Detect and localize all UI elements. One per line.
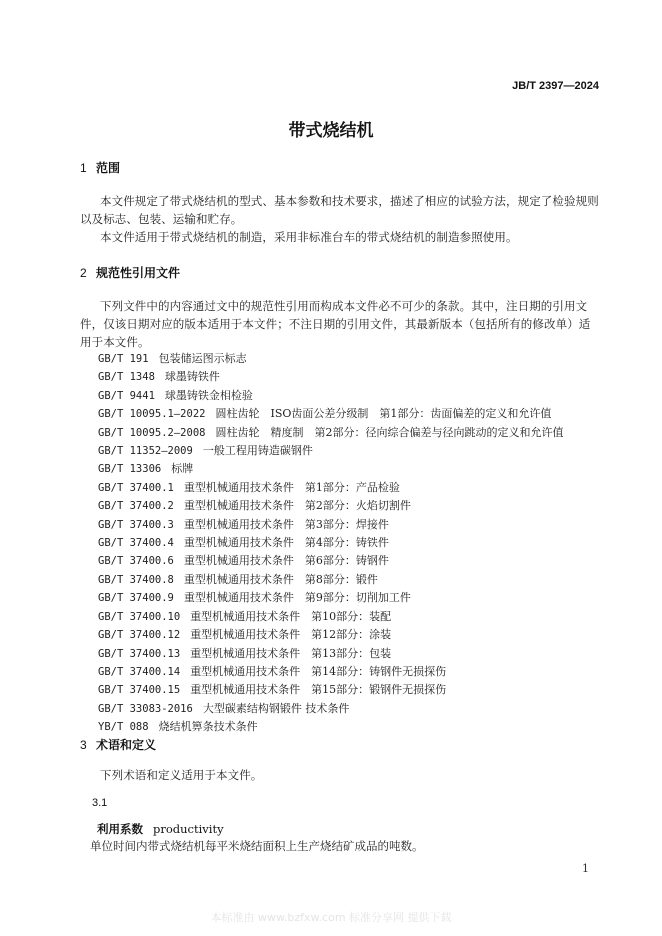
reference-item (98, 552, 563, 570)
section-title: 术语和定义 (96, 738, 157, 752)
reference-code: GB/T 10095.2—2008 (98, 426, 206, 439)
reference-title: 重型机械通用技术条件 第4部分：铸铁件 (183, 536, 389, 550)
reference-item (98, 718, 563, 736)
reference-code: GB/T 37400.9 (98, 592, 174, 605)
reference-title: 包装储运图示标志 (158, 352, 247, 365)
reference-code: GB/T 37400.6 (98, 555, 174, 568)
reference-title: 烧结机箅条技术条件 (158, 720, 258, 734)
reference-code: GB/T 10095.1—2022 (98, 408, 206, 421)
reference-item (98, 516, 563, 534)
section-number: 1 (80, 161, 87, 175)
reference-title: 大型碳素结构钢锻件 技术条件 (202, 701, 350, 715)
reference-title: 重型机械通用技术条件 第12部分：涂装 (190, 628, 392, 642)
reference-item (98, 387, 563, 405)
section-number: 2 (80, 266, 87, 280)
reference-item (98, 460, 563, 478)
scope-paragraph-1: 本文件规定了带式烧结机的型式、基本参数和技术要求，描述了相应的试验方法，规定了检验规则以及标志、包装、运输和贮存。 (80, 194, 599, 226)
document-title: 带式烧结机 (288, 121, 374, 141)
reference-item (98, 424, 563, 442)
reference-title: 标牌 (171, 462, 194, 476)
reference-item (98, 700, 563, 718)
reference-item (98, 571, 563, 589)
reference-title: 圆柱齿轮 ISO齿面公差分级制 第1部分：齿面偏差的定义和允许值 (215, 407, 552, 421)
section-heading-1 (80, 159, 120, 176)
reference-code: GB/T 37400.4 (98, 537, 174, 550)
standard-code: JB/T 2397—2024 (512, 80, 599, 92)
reference-code: GB/T 9441 (98, 389, 155, 402)
reference-item (98, 626, 563, 644)
reference-code: GB/T 37400.15 (98, 684, 181, 697)
reference-item (98, 645, 563, 663)
reference-item (98, 350, 563, 368)
reference-code: YB/T 088 (98, 721, 149, 734)
reference-title: 重型机械通用技术条件 第10部分：装配 (190, 609, 392, 623)
reference-code: GB/T 33083-2016 (98, 702, 193, 715)
reference-item (98, 608, 563, 626)
reference-code: GB/T 37400.10 (98, 610, 181, 623)
reference-item (98, 405, 563, 423)
terms-intro-paragraph: 下列术语和定义适用于本文件。 (100, 768, 263, 782)
reference-list (98, 350, 563, 737)
page-number: 1 (582, 862, 589, 875)
reference-title: 重型机械通用技术条件 第14部分：铸钢件无损探伤 (190, 664, 447, 678)
section-title: 范围 (96, 161, 121, 175)
reference-title: 重型机械通用技术条件 第3部分：焊接件 (183, 517, 389, 531)
reference-item (98, 479, 563, 497)
reference-title: 重型机械通用技术条件 第15部分：锻钢件无损探伤 (190, 683, 447, 697)
reference-code: GB/T 37400.1 (98, 481, 174, 494)
reference-title: 重型机械通用技术条件 第1部分：产品检验 (183, 480, 400, 494)
reference-code: GB/T 11352—2009 (98, 445, 193, 458)
reference-item (98, 589, 563, 607)
reference-title: 重型机械通用技术条件 第2部分：火焰切割件 (183, 499, 411, 513)
reference-code: GB/T 13306 (98, 463, 162, 476)
reference-code: GB/T 37400.12 (98, 629, 181, 642)
section-title: 规范性引用文件 (96, 266, 181, 280)
reference-code: GB/T 37400.8 (98, 573, 174, 586)
term-entry (97, 821, 224, 837)
reference-item (98, 368, 563, 386)
section-heading-3 (80, 736, 156, 753)
term-name-zh: 利用系数 (97, 822, 143, 836)
reference-title: 重型机械通用技术条件 第9部分：切削加工件 (183, 591, 411, 605)
reference-code: GB/T 37400.14 (98, 665, 181, 678)
term-number: 3.1 (92, 797, 108, 809)
reference-code: GB/T 37400.13 (98, 647, 181, 660)
reference-title: 重型机械通用技术条件 第13部分：包装 (190, 646, 392, 660)
reference-item (98, 442, 563, 460)
reference-item (98, 681, 563, 699)
normative-intro-paragraph: 下列文件中的内容通过文中的规范性引用而构成本文件必不可少的条款。其中，注日期的引用文件，仅该日期对应的版本适用于本文件；不注日期的引用文件，其最新版本（包括所有的修改单）适用于本文件。 (80, 299, 591, 349)
section-number: 3 (80, 738, 87, 752)
reference-code: GB/T 1348 (98, 371, 155, 384)
reference-title: 一般工程用铸造碳钢件 (202, 444, 313, 458)
reference-item (98, 497, 563, 515)
section-heading-2 (80, 264, 180, 281)
reference-code: GB/T 37400.3 (98, 518, 174, 531)
reference-item (98, 663, 563, 681)
reference-code: GB/T 37400.2 (98, 500, 174, 513)
reference-title: 圆柱齿轮 精度制 第2部分：径向综合偏差与径向跳动的定义和允许值 (215, 425, 564, 439)
term-name-en: productivity (153, 822, 224, 836)
term-definition: 单位时间内带式烧结机每平米烧结面积上生产烧结矿成品的吨数。 (90, 839, 424, 853)
watermark-text: 本标准由 www.bzfxw.com 标准分享网 提供下载 (210, 911, 452, 924)
reference-title: 球墨铸铁件 (164, 370, 220, 384)
reference-title: 球墨铸铁金相检验 (164, 388, 253, 402)
reference-code: GB/T 191 (98, 353, 149, 365)
scope-paragraph-2: 本文件适用于带式烧结机的制造，采用非标准台车的带式烧结机的制造参照使用。 (100, 230, 518, 244)
reference-title: 重型机械通用技术条件 第8部分：锻件 (183, 572, 378, 586)
reference-title: 重型机械通用技术条件 第6部分：铸钢件 (183, 554, 389, 568)
reference-item (98, 534, 563, 552)
